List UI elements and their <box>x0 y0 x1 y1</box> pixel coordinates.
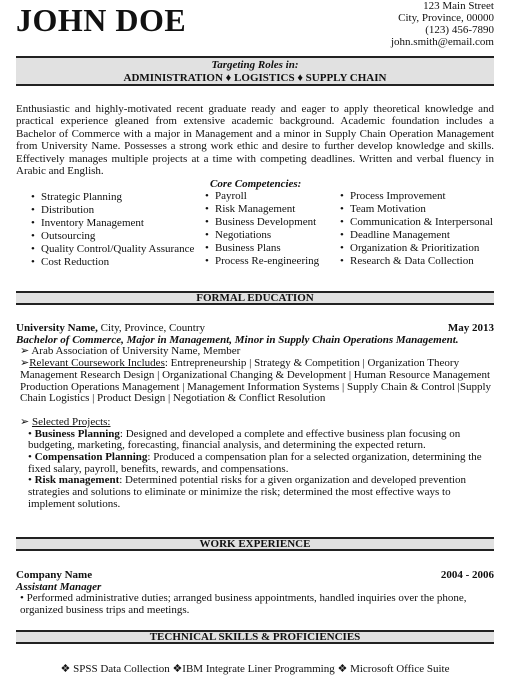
school-name: University Name, <box>16 322 98 334</box>
coursework-label: Relevant Coursework Includes <box>29 357 165 370</box>
degree-line: Bachelor of Commerce, Major in Management, Minor in Supply Chain Operations Management. <box>16 333 459 346</box>
list-item: • Business Development <box>205 216 319 229</box>
list-item: • Payroll <box>205 190 319 203</box>
list-item: • Communication & Interpersonal <box>340 216 493 229</box>
project-item: • Business Planning: Designed and developed a complete and effective business plan focusing on budgeting, marketing, forecasting, financial analysis, and determining the expected return. <box>28 427 461 452</box>
work-section <box>16 570 494 617</box>
competencies-col-1 <box>31 191 194 268</box>
address-line: 123 Main Street <box>423 0 494 12</box>
project-desc: : Designed and developed a complete and effective business plan focusing on budgeting, marketing, forecasting, financial analysis, and determining the expected return. <box>28 427 461 452</box>
resume-header <box>16 0 494 48</box>
project-desc: : Determined potential risks for a given organization and developed prevention strategies and solutions to eliminate or minimize the risk; determined the most effective ways to implement solutions. <box>28 474 467 510</box>
list-item: • Team Motivation <box>340 203 493 216</box>
skills-heading: TECHNICAL SKILLS & PROFICIENCIES <box>16 630 494 644</box>
coursework-block: ➢Relevant Coursework Includes: Entrepreneurship | Strategy & Competition | Organization Theory Management Research Design | Organizational Changing & Development | Human Resource Management Production Operations Management | Management Information Systems | Supply Chain & Control |Supply Chain Logistics | Product Design | Negotiation & Conflict Resolution <box>20 357 491 405</box>
list-item: • Organization & Prioritization <box>340 242 493 255</box>
list-item: • Risk Management <box>205 203 319 216</box>
list-item: • Negotiations <box>205 229 319 242</box>
projects-label: Selected Projects: <box>31 415 111 428</box>
list-item: • Process Re-engineering <box>205 255 319 268</box>
targeting-roles: ADMINISTRATION ♦ LOGISTICS ♦ SUPPLY CHAIN <box>123 72 387 84</box>
project-item: • Compensation Planning: Produced a compensation plan for a selected organization, determining the fixed salary, payroll, benefits, rewards, and compensations. <box>28 451 482 475</box>
email-line[interactable]: john.smith@email.com <box>390 36 494 48</box>
graduation-date: May 2013 <box>447 322 494 334</box>
summary-paragraph: Enthusiastic and highly-motivated recent graduate ready and eager to apply theoretical knowledge and practical experience gleaned from extensive academic background. Academic foundation includes a Bachelor of Commerce with a major in Management and a minor in Supply Chain Operation Management from University Name. Possesses a strong work ethic and desire to further develop knowledge and skills. Effectively manages multiple projects at a time with competing deadlines. Written and verbal fluency in Arabic and English. <box>16 103 494 178</box>
education-section <box>16 323 494 511</box>
work-bullet: • Performed administrative duties; arranged business appointments, handled inquiries over the phone, organized business trips and meetings. <box>20 592 467 617</box>
project-desc: : Produced a compensation plan for a selected organization, determining the fixed salary, payroll, benefits, rewards, and compensations. <box>28 451 482 475</box>
coursework-text: : Entrepreneurship | Strategy & Competition | Organization Theory Management Research Design | Organizational Changing & Development | Human Resource Management Production Operations Management | Management Information Systems | Supply Chain & Control |Supply Chain Logistics | Product Design | Negotiation & Conflict Resolution <box>20 357 491 405</box>
education-heading: FORMAL EDUCATION <box>16 291 494 305</box>
project-item: • Risk management: Determined potential risks for a given organization and developed prevention strategies and solutions to eliminate or minimize the risk; determined the most effective ways to implement solutions. <box>28 474 467 510</box>
list-item: • Inventory Management <box>31 217 194 230</box>
list-item: • Distribution <box>31 204 194 217</box>
competencies-col-2 <box>205 190 319 267</box>
association-line: ➢ Arab Association of University Name, Member <box>20 345 241 358</box>
competencies-title: Core Competencies: <box>210 178 302 190</box>
project-title: Compensation Planning <box>34 451 148 464</box>
city-line: City, Province, 00000 <box>398 12 494 24</box>
list-item: • Quality Control/Quality Assurance <box>31 243 194 256</box>
targeting-band <box>16 56 494 86</box>
school-location: City, Province, Country <box>97 322 206 334</box>
company-row <box>16 570 494 582</box>
candidate-name: JOHN DOE <box>16 2 187 38</box>
phone-line: (123) 456-7890 <box>425 24 494 36</box>
list-item: • Research & Data Collection <box>340 255 493 268</box>
targeting-label: Targeting Roles in: <box>211 59 299 71</box>
list-item: • Deadline Management <box>340 229 493 242</box>
skills-line: ❖ SPSS Data Collection ❖IBM Integrate Liner Programming ❖ Microsoft Office Suite <box>60 663 450 675</box>
school-line <box>16 323 205 335</box>
school-row <box>16 323 494 335</box>
company-name: Company Name <box>16 569 93 581</box>
list-item: • Business Plans <box>205 242 319 255</box>
list-item: • Outsourcing <box>31 230 194 243</box>
work-heading: WORK EXPERIENCE <box>16 537 494 551</box>
list-item: • Cost Reduction <box>31 256 194 269</box>
contact-block <box>391 0 494 48</box>
competencies-col-3 <box>340 190 493 267</box>
projects-label-line: ➢ Selected Projects: <box>20 415 111 428</box>
project-title: Business Planning <box>34 427 120 440</box>
job-title: Assistant Manager <box>16 580 102 593</box>
work-dates: 2004 - 2006 <box>440 569 494 581</box>
list-item: • Strategic Planning <box>31 191 194 204</box>
project-title: Risk management <box>34 474 120 487</box>
list-item: • Process Improvement <box>340 190 493 203</box>
